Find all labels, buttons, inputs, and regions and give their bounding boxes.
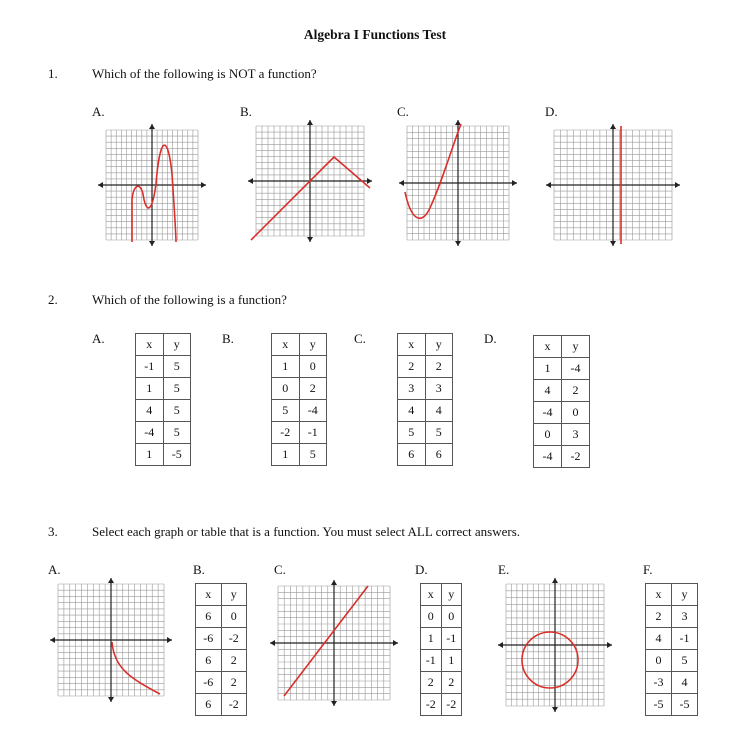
table-row [196, 606, 247, 628]
table-cell: 1 [421, 628, 442, 650]
table-cell: -2 [221, 694, 247, 716]
table-cell: 4 [534, 380, 562, 402]
q3-text: Select each graph or table that is a function. You must select ALL correct answers. [92, 524, 521, 539]
table-cell: 2 [562, 380, 590, 402]
table-cell: x [272, 334, 300, 356]
table-row [421, 650, 462, 672]
table-cell: 2 [221, 672, 247, 694]
q1-graph-d[interactable] [546, 124, 680, 246]
q2-number: 2. [48, 292, 58, 307]
table-row [398, 378, 453, 400]
table-cell: x [646, 584, 672, 606]
q3-option-c-label: C. [274, 562, 286, 577]
table-row [421, 694, 462, 716]
q3-option-f-label: F. [643, 562, 653, 577]
table-row [646, 672, 698, 694]
table-cell: x [398, 334, 426, 356]
q3-number: 3. [48, 524, 58, 539]
q3-graph-a[interactable] [50, 578, 172, 702]
table-row [196, 672, 247, 694]
function-curve [132, 145, 176, 242]
table-cell: -2 [421, 694, 442, 716]
table-cell: 5 [163, 356, 191, 378]
table-cell: -1 [299, 422, 327, 444]
table-row [272, 400, 327, 422]
table-cell: 6 [196, 650, 222, 672]
table-cell: 2 [299, 378, 327, 400]
q2-table-a[interactable] [135, 333, 191, 466]
table-cell: x [136, 334, 164, 356]
table-cell: 6 [196, 606, 222, 628]
table-cell: 5 [163, 400, 191, 422]
table-row [421, 628, 462, 650]
table-cell: -2 [562, 446, 590, 468]
table-row [646, 650, 698, 672]
table-cell: 5 [272, 400, 300, 422]
q1-option-d-label: D. [545, 104, 558, 119]
table-row [646, 694, 698, 716]
table-header-row [196, 584, 247, 606]
table-header-row [398, 334, 453, 356]
q3-table-f[interactable] [645, 583, 698, 716]
table-cell: -1 [441, 628, 462, 650]
table-row [272, 378, 327, 400]
table-row [534, 380, 590, 402]
table-header-row [136, 334, 191, 356]
table-cell: y [221, 584, 247, 606]
table-cell: x [196, 584, 222, 606]
table-cell: 5 [425, 422, 453, 444]
table-cell: -5 [672, 694, 698, 716]
q1-graph-a[interactable] [98, 124, 206, 246]
function-curve [112, 642, 160, 694]
q2-table-c[interactable] [397, 333, 453, 466]
table-cell: 4 [646, 628, 672, 650]
table-row [272, 356, 327, 378]
table-cell: x [421, 584, 442, 606]
table-cell: y [562, 336, 590, 358]
table-cell: 3 [425, 378, 453, 400]
table-cell: 5 [163, 378, 191, 400]
table-cell: 2 [221, 650, 247, 672]
table-cell: -2 [221, 628, 247, 650]
q3-table-b[interactable] [195, 583, 247, 716]
table-row [534, 424, 590, 446]
q2-option-a-label: A. [92, 331, 105, 346]
table-row [421, 672, 462, 694]
q1-graph-c[interactable] [399, 120, 517, 246]
table-header-row [534, 336, 590, 358]
table-cell: -4 [534, 446, 562, 468]
table-cell: 3 [562, 424, 590, 446]
q3-option-d-label: D. [415, 562, 428, 577]
table-header-row [421, 584, 462, 606]
table-row [534, 358, 590, 380]
q2-text: Which of the following is a function? [92, 292, 287, 307]
table-cell: -2 [441, 694, 462, 716]
table-cell: y [299, 334, 327, 356]
table-row [398, 356, 453, 378]
table-cell: 1 [136, 378, 164, 400]
table-cell: 2 [441, 672, 462, 694]
table-cell: 1 [534, 358, 562, 380]
table-cell: 0 [562, 402, 590, 424]
q3-table-d[interactable] [420, 583, 462, 716]
table-row [136, 422, 191, 444]
table-cell: 1 [441, 650, 462, 672]
table-cell: 5 [398, 422, 426, 444]
q1-graph-b[interactable] [248, 120, 372, 242]
table-cell: -1 [421, 650, 442, 672]
table-row [136, 356, 191, 378]
q2-option-b-label: B. [222, 331, 234, 346]
table-row [272, 444, 327, 466]
table-row [398, 400, 453, 422]
q1-number: 1. [48, 66, 58, 81]
table-cell: 0 [421, 606, 442, 628]
q3-option-a-label: A. [48, 562, 61, 577]
table-row [136, 378, 191, 400]
table-row [534, 402, 590, 424]
table-cell: -4 [136, 422, 164, 444]
table-cell: 0 [221, 606, 247, 628]
table-cell: 4 [398, 400, 426, 422]
table-cell: 4 [672, 672, 698, 694]
table-cell: x [534, 336, 562, 358]
table-row [196, 650, 247, 672]
page-title: Algebra I Functions Test [303, 27, 447, 42]
table-cell: 2 [646, 606, 672, 628]
table-row [398, 422, 453, 444]
table-cell: -6 [196, 628, 222, 650]
table-row [196, 694, 247, 716]
table-cell: -1 [672, 628, 698, 650]
q1-text: Which of the following is NOT a function? [92, 66, 317, 81]
table-cell: -5 [163, 444, 191, 466]
table-cell: 5 [299, 444, 327, 466]
table-cell: y [672, 584, 698, 606]
table-row [272, 422, 327, 444]
table-cell: -5 [646, 694, 672, 716]
table-cell: 6 [425, 444, 453, 466]
table-cell: 1 [272, 444, 300, 466]
q2-option-d-label: D. [484, 331, 497, 346]
q3-option-e-label: E. [498, 562, 510, 577]
table-cell: 2 [425, 356, 453, 378]
table-header-row [272, 334, 327, 356]
q1-option-a-label: A. [92, 104, 105, 119]
q2-table-b[interactable] [271, 333, 327, 466]
table-row [136, 400, 191, 422]
table-cell: 5 [163, 422, 191, 444]
table-cell: -3 [646, 672, 672, 694]
table-cell: 4 [425, 400, 453, 422]
table-cell: 4 [136, 400, 164, 422]
q2-table-d[interactable] [533, 335, 590, 468]
table-cell: y [441, 584, 462, 606]
table-row [646, 606, 698, 628]
table-cell: 2 [421, 672, 442, 694]
table-cell: 1 [136, 444, 164, 466]
table-row [398, 444, 453, 466]
q3-option-b-label: B. [193, 562, 205, 577]
table-cell: 0 [646, 650, 672, 672]
table-cell: -4 [299, 400, 327, 422]
q1-option-c-label: C. [397, 104, 409, 119]
q1-option-b-label: B. [240, 104, 252, 119]
table-row [534, 446, 590, 468]
table-cell: -4 [534, 402, 562, 424]
table-row [136, 444, 191, 466]
table-row [196, 628, 247, 650]
table-cell: 6 [398, 444, 426, 466]
table-cell: 0 [272, 378, 300, 400]
table-cell: 5 [672, 650, 698, 672]
table-row [646, 628, 698, 650]
table-cell: -2 [272, 422, 300, 444]
table-cell: 0 [534, 424, 562, 446]
table-cell: -1 [136, 356, 164, 378]
q2-option-c-label: C. [354, 331, 366, 346]
q3-graph-c[interactable] [270, 580, 398, 706]
table-header-row [646, 584, 698, 606]
table-row [421, 606, 462, 628]
table-cell: 0 [441, 606, 462, 628]
table-cell: -4 [562, 358, 590, 380]
relation-circle [522, 632, 578, 688]
table-cell: -6 [196, 672, 222, 694]
q3-graph-e[interactable] [498, 578, 612, 712]
table-cell: y [163, 334, 191, 356]
table-cell: 3 [672, 606, 698, 628]
table-cell: 6 [196, 694, 222, 716]
table-cell: 3 [398, 378, 426, 400]
table-cell: y [425, 334, 453, 356]
table-cell: 1 [272, 356, 300, 378]
table-cell: 2 [398, 356, 426, 378]
table-cell: 0 [299, 356, 327, 378]
